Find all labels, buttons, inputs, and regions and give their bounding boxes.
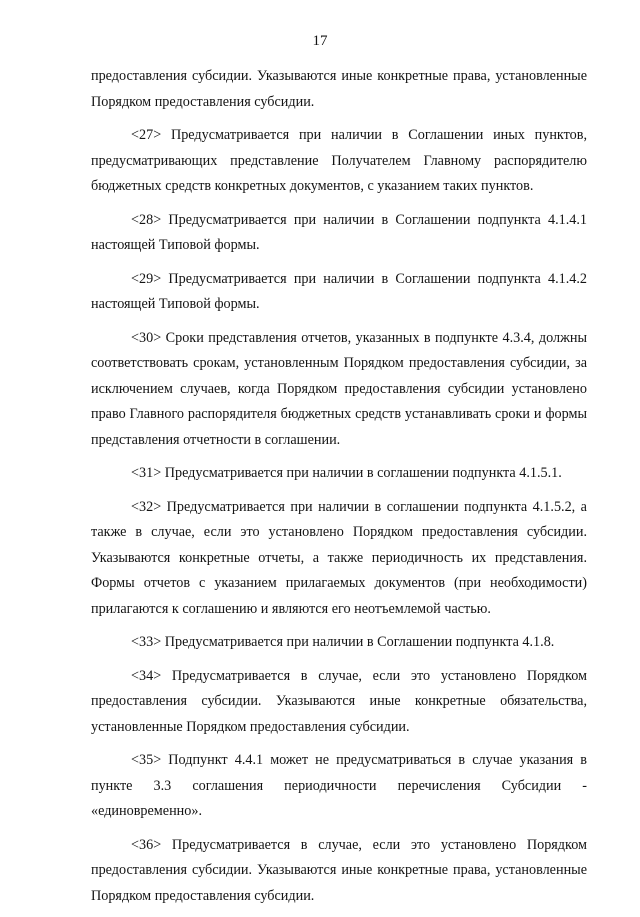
footnote-27: <27> Предусматривается при наличии в Соглашении иных пунктов, предусматривающих представление Получателем Главному распорядителю бюджетных средств конкретных документов, с указанием таких пунктов. [91,127,587,194]
footnote-34: <34> Предусматривается в случае, если это установлено Порядком предоставления субсидии. Указываются иные конкретные обязательства, установленные Порядком предоставления субсидии. [91,667,587,735]
page-number: 17 [312,33,328,49]
footnote-28: <28> Предусматривается при наличии в Соглашении подпункта 4.1.4.1 настоящей Типовой формы. [91,211,587,253]
footnote-35: <35> Подпункт 4.4.1 может не предусматриваться в случае указания в пункте 3.3 соглашения периодичности перечисления Субсидии - «единовременно». [91,752,587,819]
footnote-36: <36> Предусматривается в случае, если это установлено Порядком предоставления субсидии. Указываются иные конкретные права, установленные Порядком предоставления субсидии. [91,836,587,904]
footnote-33: <33> Предусматривается при наличии в Соглашении подпункта 4.1.8. [131,634,555,650]
footnote-31: <31> Предусматривается при наличии в соглашении подпункта 4.1.5.1. [131,465,562,481]
paragraph-continuation: предоставления субсидии. Указываются иные конкретные права, установленные Порядком предоставления субсидии. [91,68,587,110]
footnote-29: <29> Предусматривается при наличии в Соглашении подпункта 4.1.4.2 настоящей Типовой формы. [91,270,587,312]
footnote-30: <30> Сроки представления отчетов, указанных в подпункте 4.3.4, должны соответствовать срокам, установленным Порядком предоставления субсидии, за исключением случаев, когда Порядком предоставления субсидии установлено право Главного распорядителя бюджетных средств устанавливать сроки и формы представления отчетности в соглашении. [91,329,587,448]
footnote-32: <32> Предусматривается при наличии в соглашении подпункта 4.1.5.2, а также в случае, если это установлено Порядком предоставления субсидии. Указываются конкретные отчеты, а также периодичность их представления. Формы отчетов с указанием прилагаемых документов (при необходимости) прилагаются к соглашению и являются его неотъемлемой частью. [91,498,587,617]
document-body [91,64,587,917]
